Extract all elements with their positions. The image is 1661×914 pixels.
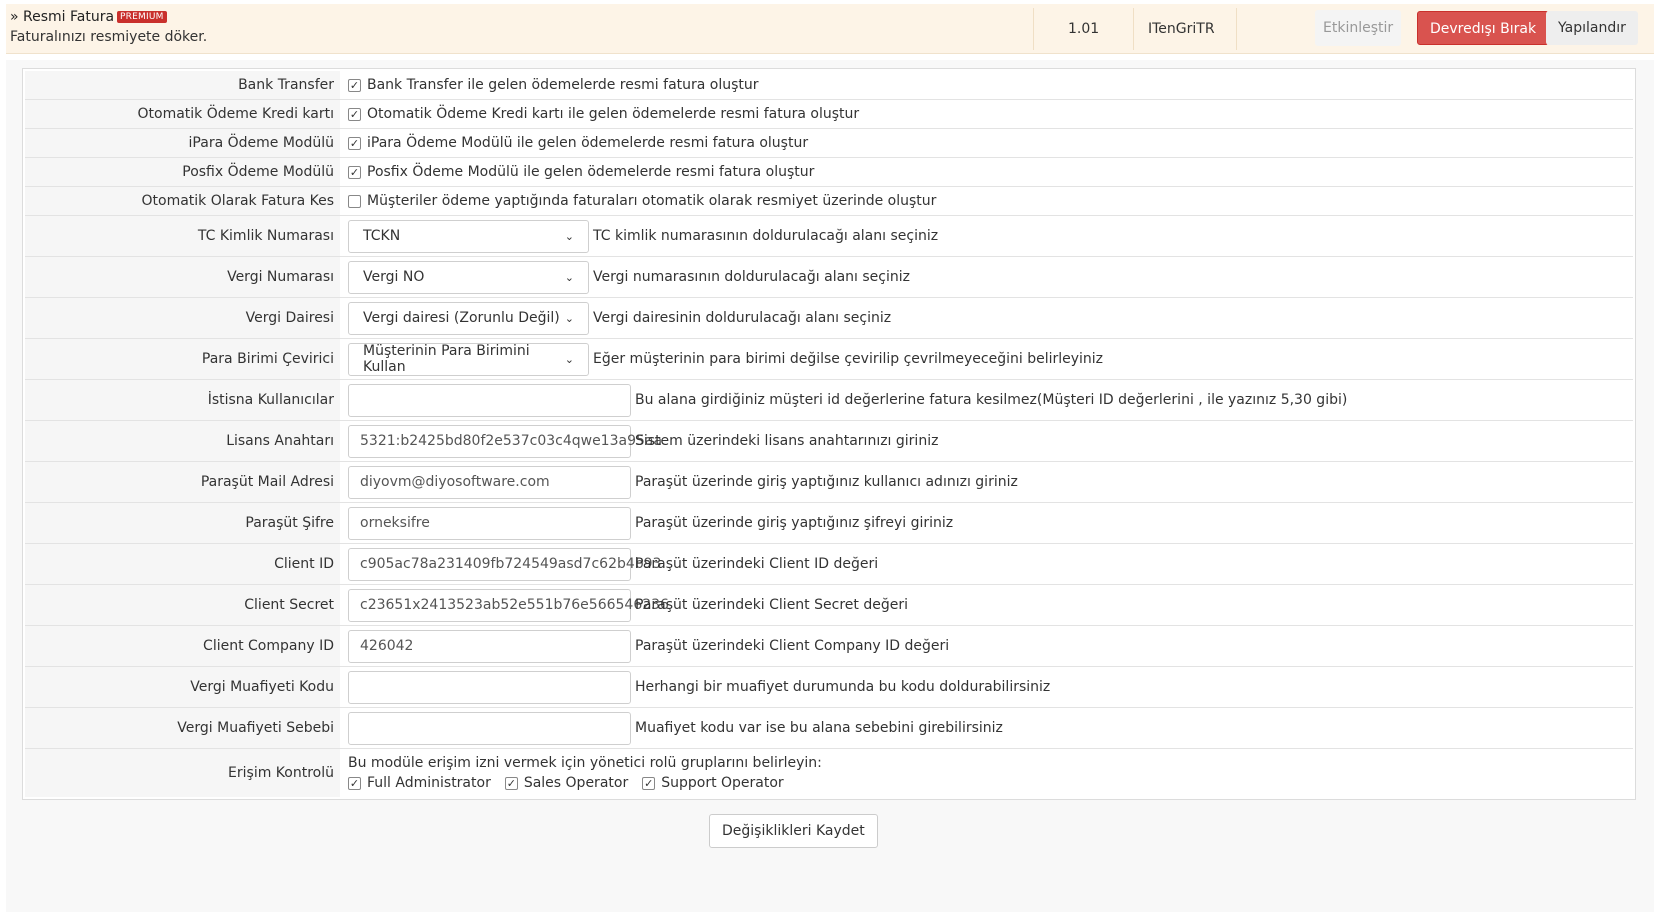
setting-label: Bank Transfer [25, 71, 340, 99]
setting-row [25, 71, 1633, 100]
sales-operator-checkbox[interactable] [505, 777, 518, 790]
setting-row [25, 158, 1633, 187]
module-description: Faturalınızı resmiyete döker. [10, 29, 208, 45]
tckn-select[interactable] [348, 220, 589, 253]
setting-label: Client ID [25, 544, 340, 584]
support-operator-checkbox[interactable] [642, 777, 655, 790]
setting-help: Herhangi bir muafiyet durumunda bu kodu doldurabilirsiniz [635, 679, 1051, 695]
settings-table [22, 68, 1636, 800]
setting-row [25, 749, 1633, 797]
setting-description: Bank Transfer ile gelen ödemelerde resmi fatura oluştur [367, 77, 759, 93]
setting-help: Bu alana girdiğiniz müşteri id değerlerine fatura kesilmez(Müşteri ID değerlerini , ile yazınız 5,30 gibi) [635, 392, 1348, 408]
deactivate-button[interactable]: Devredışı Bırak [1417, 11, 1549, 45]
module-title [10, 9, 207, 25]
setting-help: Paraşüt üzerindeki Client Company ID değeri [635, 638, 950, 654]
tax-number-select[interactable] [348, 261, 589, 294]
setting-description: iPara Ödeme Modülü ile gelen ödemelerde resmi fatura oluştur [367, 135, 809, 151]
auto-credit-card-checkbox[interactable] [348, 108, 361, 121]
setting-label: Paraşüt Mail Adresi [25, 462, 340, 502]
setting-row [25, 667, 1633, 708]
setting-help: Vergi dairesinin doldurulacağı alanı seçiniz [593, 310, 892, 326]
setting-help: Vergi numarasının doldurulacağı alanı seçiniz [593, 269, 910, 285]
setting-description: Otomatik Ödeme Kredi kartı ile gelen ödemelerde resmi fatura oluştur [367, 106, 860, 122]
setting-label: iPara Ödeme Modülü [25, 129, 340, 157]
setting-description: Müşteriler ödeme yaptığında faturaları otomatik olarak resmiyet üzerinde oluştur [367, 193, 937, 209]
tax-exemption-code-input[interactable] [348, 671, 631, 704]
setting-help: Muafiyet kodu var ise bu alana sebebini girebilirsiniz [635, 720, 1003, 736]
auto-invoice-checkbox[interactable] [348, 195, 361, 208]
select-value: Vergi dairesi (Zorunlu Değil) [363, 310, 560, 326]
setting-row [25, 100, 1633, 129]
role-group-label: Full Administrator [367, 775, 491, 791]
module-header [6, 4, 1654, 54]
module-version: 1.01 [1068, 21, 1100, 37]
setting-row [25, 421, 1633, 462]
ipara-checkbox[interactable] [348, 137, 361, 150]
currency-converter-select[interactable] [348, 343, 589, 376]
parasut-email-input[interactable]: diyovm@diyosoftware.com [348, 466, 631, 499]
chevron-down-icon: ⌄ [564, 270, 574, 284]
setting-label: Vergi Muafiyeti Sebebi [25, 708, 340, 748]
setting-row [25, 129, 1633, 158]
setting-label: Erişim Kontrolü [25, 749, 340, 797]
setting-row [25, 544, 1633, 585]
setting-label: Otomatik Ödeme Kredi kartı [25, 100, 340, 128]
header-divider [1133, 8, 1134, 50]
parasut-password-input[interactable]: orneksifre [348, 507, 631, 540]
setting-row [25, 298, 1633, 339]
setting-label: Paraşüt Şifre [25, 503, 340, 543]
excluded-users-input[interactable] [348, 384, 631, 417]
setting-row [25, 708, 1633, 749]
setting-row [25, 626, 1633, 667]
setting-row [25, 216, 1633, 257]
select-value: TCKN [363, 228, 401, 244]
setting-label: Client Company ID [25, 626, 340, 666]
save-changes-button[interactable]: Değişiklikleri Kaydet [709, 814, 878, 848]
setting-label: Para Birimi Çevirici [25, 339, 340, 379]
config-panel [6, 60, 1654, 912]
bank-transfer-checkbox[interactable] [348, 79, 361, 92]
setting-row [25, 462, 1633, 503]
posfix-checkbox[interactable] [348, 166, 361, 179]
setting-help: Paraşüt üzerinde giriş yaptığınız kullanıcı adınızı giriniz [635, 474, 1018, 490]
client-secret-input[interactable]: c23651x2413523ab52e551b76e566546236 [348, 589, 631, 622]
setting-row [25, 585, 1633, 626]
module-name: Resmi Fatura [23, 9, 115, 25]
setting-label: Posfix Ödeme Modülü [25, 158, 340, 186]
setting-label: Vergi Dairesi [25, 298, 340, 338]
chevron-down-icon: ⌄ [564, 229, 574, 243]
premium-badge: PREMIUM [117, 11, 167, 23]
setting-help: Paraşüt üzerindeki Client ID değeri [635, 556, 879, 572]
tax-office-select[interactable] [348, 302, 589, 335]
setting-label: TC Kimlik Numarası [25, 216, 340, 256]
chevron-down-icon: ⌄ [564, 352, 574, 366]
setting-help: Eğer müşterinin para birimi değilse çevirilip çevrilmeyeceğini belirleyiniz [593, 351, 1104, 367]
setting-label: Otomatik Olarak Fatura Kes [25, 187, 340, 215]
header-divider [1236, 8, 1237, 50]
client-id-input[interactable]: c905ac78a231409fb724549asd7c62b4b93 [348, 548, 631, 581]
header-divider [1033, 8, 1034, 50]
setting-row [25, 257, 1633, 298]
setting-help: Sistem üzerindeki lisans anahtarınızı giriniz [635, 433, 939, 449]
setting-label: Vergi Numarası [25, 257, 340, 297]
full-administrator-checkbox[interactable] [348, 777, 361, 790]
role-group-label: Sales Operator [523, 775, 629, 791]
setting-help: Paraşüt üzerinde giriş yaptığınız şifreyi giriniz [635, 515, 954, 531]
setting-row [25, 187, 1633, 216]
setting-row [25, 503, 1633, 544]
title-prefix: » [10, 9, 24, 25]
setting-help: TC kimlik numarasının doldurulacağı alanı seçiniz [593, 228, 939, 244]
module-author: ITenGriTR [1148, 21, 1215, 37]
setting-row [25, 380, 1633, 421]
setting-row [25, 339, 1633, 380]
configure-button[interactable]: Yapılandır [1546, 11, 1638, 45]
module-title-block [10, 9, 207, 45]
activate-button[interactable]: Etkinleştir [1315, 10, 1401, 46]
setting-description: Posfix Ödeme Modülü ile gelen ödemelerde resmi fatura oluştur [367, 164, 815, 180]
chevron-down-icon: ⌄ [564, 311, 574, 325]
tax-exemption-reason-input[interactable] [348, 712, 631, 745]
setting-label: Client Secret [25, 585, 340, 625]
setting-label: İstisna Kullanıcılar [25, 380, 340, 420]
access-description: Bu modüle erişim izni vermek için yönetici rolü gruplarını belirleyin: [348, 755, 822, 771]
select-value: Vergi NO [363, 269, 425, 285]
setting-label: Vergi Muafiyeti Kodu [25, 667, 340, 707]
client-company-id-input[interactable]: 426042 [348, 630, 631, 663]
select-value: Müşterinin Para Birimini Kullan [363, 343, 530, 375]
role-group-label: Support Operator [661, 775, 784, 791]
setting-help: Paraşüt üzerindeki Client Secret değeri [635, 597, 908, 613]
license-key-input[interactable]: 5321:b2425bd80f2e537c03c4qwe13a95aa [348, 425, 631, 458]
setting-label: Lisans Anahtarı [25, 421, 340, 461]
